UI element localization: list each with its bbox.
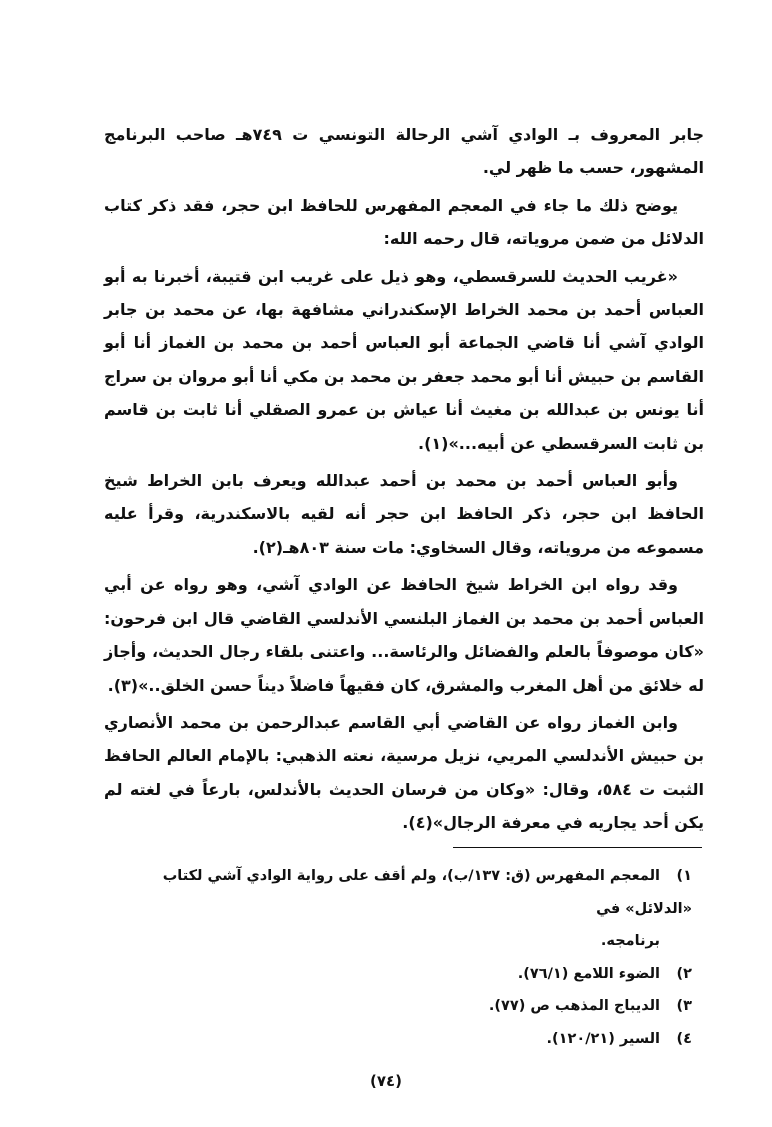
paragraph: وابن الغماز رواه عن القاضي أبي القاسم عبدالرحمن بن محمد الأنصاري بن حبيش الأندلسي المريي، نزيل مرسية، نعته الذهبي: بالإمام العالم الحافظ الثبت ت ٥٨٤، وقال: «وكان من فرسان الحديث بالأندلس، بارعاً في لغته لم يكن أحد يجاريه في معرفة الرجال»(٤). bbox=[104, 712, 704, 833]
footnote-continuation: برنامجه. bbox=[600, 933, 660, 949]
quotation-paragraph: «غريب الحديث للسرقسطي، وهو ذيل على غريب ابن قتيبة، أخبرنا به أبو العباس أحمد بن محمد الخراط الإسكندراني مشافهة بها، عن محمد بن جابر الوادي آشي أنا قاضي الجماعة أبو العباس أحمد بن محمد بن الغماز أنا أبو القاسم بن حبيش أنا أبو محمد جعفر بن محمد بن مكي أنا أبو مروان بن سراج أنا يونس بن عبدالله بن مغيث أنا عياش بن عمرو الصقلي أنا ثابت بن قاسم بن ثابت السرقسطي عن أبيه...»(١). bbox=[104, 266, 704, 453]
footnotes bbox=[110, 860, 692, 1055]
footnote bbox=[110, 990, 692, 1023]
footnote-text: الضوء اللامع (٧٦/١). bbox=[517, 965, 660, 982]
footnote bbox=[110, 1023, 692, 1056]
footnote-text: المعجم المفهرس (ق: ١٣٧/ب)، ولم أقف على رواية الوادي آشي لكتاب «الدلائل» في bbox=[162, 868, 692, 917]
page-number: (٧٤) bbox=[369, 1072, 403, 1090]
paragraph: يوضح ذلك ما جاء في المعجم المفهرس للحافظ ابن حجر، فقد ذكر كتاب الدلائل من ضمن مروياته، قال رحمه الله: bbox=[104, 195, 704, 249]
paragraph: وأبو العباس أحمد بن محمد بن أحمد عبدالله ويعرف بابن الخراط شيخ الحافظ ابن حجر، ذكر الحافظ ابن حجر أنه لقيه بالاسكندرية، وقرأ عليه مسموعه من مروياته، وقال السخاوي: مات سنة ٨٠٣هـ(٢). bbox=[104, 471, 704, 557]
footnote-text: السير (١٢٠/٢١). bbox=[546, 1030, 660, 1047]
footnote bbox=[110, 958, 692, 991]
footnote-number: ١) bbox=[676, 868, 692, 884]
footnote-text: الديباج المذهب ص (٧٧). bbox=[488, 998, 660, 1014]
footnote bbox=[110, 860, 692, 958]
footnote-separator bbox=[453, 847, 702, 848]
footnote-number: ٢) bbox=[676, 965, 692, 982]
paragraph: وقد رواه ابن الخراط شيخ الحافظ عن الوادي آشي، وهو رواه عن أبي العباس أحمد بن محمد بن الغماز البلنسي الأندلسي القاضي قال ابن فرحون: «كان موصوفاً بالعلم والفضائل والرئاسة... واعتنى بلقاء رجال الحديث، وأجاز له خلائق من أهل المغرب والمشرق، كان فقيهاً فاضلاً ديناً حسن الخلق..»(٣). bbox=[104, 575, 704, 695]
paragraph: جابر المعروف بـ الوادي آشي الرحالة التونسي ت ٧٤٩هـ صاحب البرنامج المشهور، حسب ما ظهر لي. bbox=[104, 125, 704, 178]
footnote-number: ٣) bbox=[676, 998, 692, 1014]
footnote-number: ٤) bbox=[676, 1030, 692, 1047]
main-text bbox=[104, 118, 704, 844]
